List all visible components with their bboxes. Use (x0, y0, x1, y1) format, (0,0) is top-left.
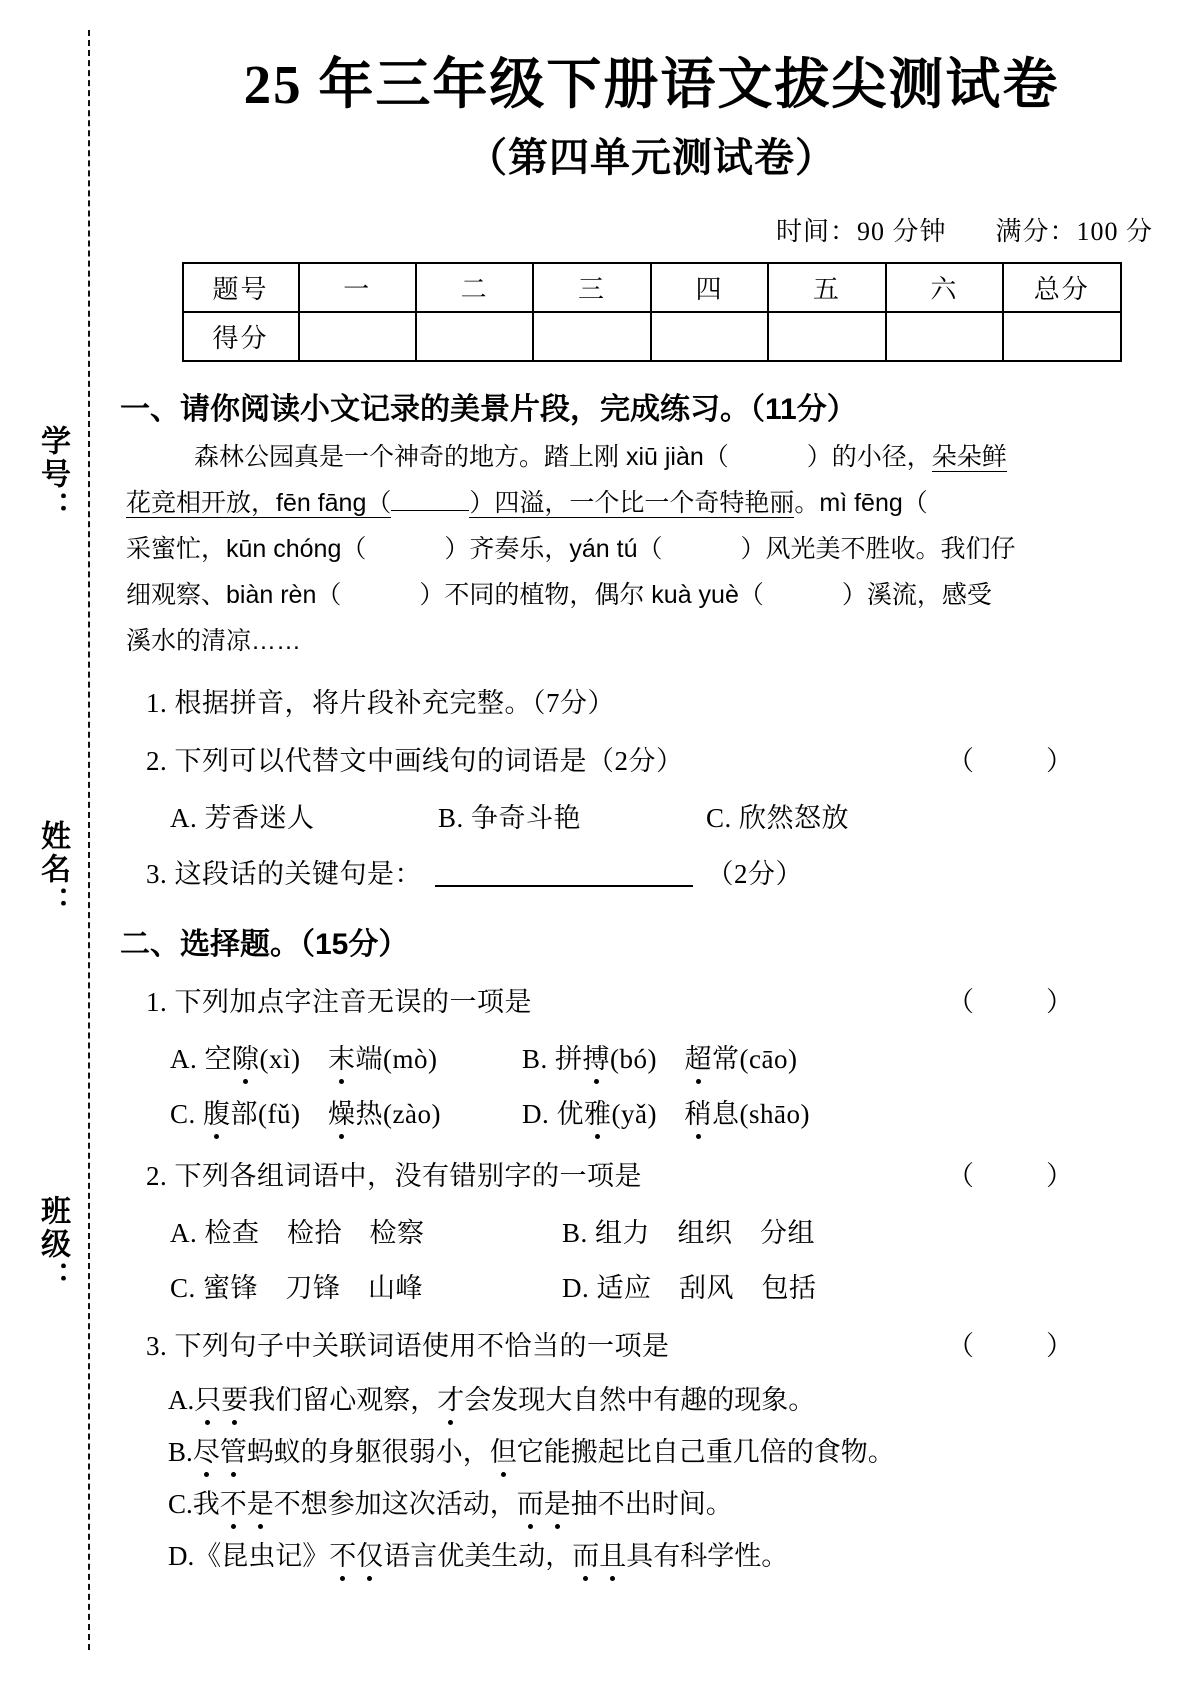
score-table-header-cell: 五 (768, 263, 885, 312)
emphasis-dot-char: 要 (221, 1384, 249, 1415)
emphasis-dot-char: 末 (328, 1037, 356, 1076)
emphasis-dot-char: 只 (194, 1384, 222, 1415)
sentence-option[interactable] (168, 1435, 1191, 1469)
sentence-text: 抽不出时间。 (570, 1488, 733, 1519)
score-table-row-label: 得分 (183, 312, 299, 361)
score-table-input-cell[interactable] (886, 312, 1003, 361)
emphasis-dot-char: 才 (437, 1384, 465, 1415)
passage-seg-5: ）齐奏乐，yán tú（ (444, 534, 663, 563)
passage-seg-4: 采蜜忙，kūn chóng（ (126, 534, 367, 563)
page-subtitle: （第四单元测试卷） (467, 134, 836, 180)
s1-q3-score: （2分） (706, 858, 803, 889)
emphasis-dot-char: 而 (572, 1540, 600, 1571)
word-char: 热 (355, 1098, 383, 1129)
page-title: 25 年三年级下册语文拔尖测试卷 (243, 54, 1060, 115)
sentence-text: 不想参加这次活动， (273, 1488, 517, 1519)
passage-seg-7: 细观察、biàn rèn（ (126, 580, 342, 609)
time-limit: 时间：90 分钟 (775, 216, 947, 246)
score-table (182, 262, 1122, 362)
option-label: B. (168, 1436, 193, 1467)
passage-seg-3: 。mì fēng（ (794, 488, 928, 517)
total-score: 满分：100 分 (995, 216, 1153, 246)
emphasis-dot-char: 仅 (356, 1540, 384, 1571)
sentence-option[interactable] (168, 1383, 1191, 1417)
option-label: D. (168, 1540, 195, 1571)
s1-q2-answer-bracket[interactable]: （ ） (947, 745, 1079, 776)
exam-meta (112, 211, 1191, 248)
option-label: B. (522, 1043, 556, 1074)
word-char: 拼 (555, 1043, 583, 1074)
s1-q2-number: 2. (146, 745, 168, 776)
word-group-option[interactable]: C. 蜜锋 刀锋 山峰 (170, 1272, 424, 1303)
reading-passage (126, 434, 1179, 664)
passage-seg-2: ）的小径， (806, 442, 932, 471)
score-table-row (183, 263, 1121, 312)
label-class: 班级： (36, 1195, 69, 1294)
option-label: D. (522, 1098, 557, 1129)
s1-q2-option-c[interactable]: C. 欣然怒放 (706, 802, 850, 833)
s1-question-3 (146, 855, 1191, 893)
s1-q2-option-a[interactable]: A. 芳香迷人 (170, 802, 315, 833)
sentence-text: 我 (192, 1488, 220, 1519)
sentence-option[interactable] (168, 1539, 1191, 1573)
emphasis-dot-char: 雅 (584, 1092, 612, 1131)
sentence-text: 蚂蚁的身躯很弱小， (246, 1436, 490, 1467)
emphasis-dot-char: 燥 (328, 1092, 356, 1131)
sentence-text: 我们留心观察， (248, 1384, 438, 1415)
score-table-input-cell[interactable] (416, 312, 533, 361)
option-label: A. (168, 1384, 195, 1415)
pinyin: (fǔ) (258, 1098, 301, 1129)
s1-question-2 (146, 742, 1191, 780)
option-label: A. (170, 1043, 205, 1074)
score-table-header-cell: 四 (651, 263, 768, 312)
word-char: 优 (556, 1098, 584, 1129)
score-table-header-cell: 六 (886, 263, 1003, 312)
s1-q2-text: 下列可以代替文中画线句的词语是（2分） (174, 745, 684, 776)
emphasis-dot-char: 但 (489, 1436, 517, 1467)
pinyin-option[interactable] (522, 1099, 810, 1129)
s1-q1-number: 1. (146, 687, 168, 718)
s1-q2-option-b[interactable]: B. 争奇斗艳 (438, 802, 582, 833)
option-row (170, 1266, 1191, 1305)
option-label: C. (170, 1098, 204, 1129)
sentence-text: 具有科学性。 (626, 1540, 789, 1571)
word-char: 端 (355, 1043, 383, 1074)
sentence-text: 语言优美生动， (383, 1540, 573, 1571)
emphasis-dot-char: 腹 (203, 1092, 231, 1131)
word-char: 部 (230, 1098, 259, 1129)
passage-seg-1: 森林公园真是一个神奇的地方。踏上刚 xiū jiàn（ (194, 442, 729, 471)
s2-q2-option-rows (112, 1211, 1191, 1305)
score-table-input-cell[interactable] (299, 312, 416, 361)
s2-q1-answer-bracket[interactable]: （ ） (947, 986, 1079, 1017)
pinyin: (cāo) (739, 1043, 798, 1074)
word-char: 空 (204, 1043, 232, 1074)
pinyin-option[interactable] (170, 1099, 441, 1129)
word-char: 常 (712, 1043, 740, 1074)
s2-q3-stem: 下列句子中关联词语使用不恰当的一项是 (174, 1330, 670, 1361)
emphasis-dot-char: 搏 (583, 1037, 611, 1076)
s2-q2-stem: 下列各组词语中，没有错别字的一项是 (174, 1160, 642, 1191)
score-table-input-cell[interactable] (768, 312, 885, 361)
emphasis-dot-char: 且 (599, 1540, 627, 1571)
score-table-input-cell[interactable] (651, 312, 768, 361)
word-char: 息 (711, 1098, 740, 1129)
emphasis-dot-char: 隙 (232, 1037, 260, 1076)
s2-q3-sentences (112, 1383, 1191, 1573)
score-table-row (183, 312, 1121, 361)
s1-q1-text: 根据拼音，将片段补充完整。（7分） (174, 687, 615, 718)
option-row (170, 1092, 1191, 1131)
s2-q2-number: 2. (146, 1160, 168, 1191)
s1-q3-number: 3. (146, 858, 168, 889)
score-table-header-cell: 总分 (1003, 263, 1120, 312)
s2-q2-answer-bracket[interactable]: （ ） (947, 1160, 1079, 1191)
label-student-number: 学号： (36, 425, 69, 524)
score-table-input-cell[interactable] (533, 312, 650, 361)
left-margin-strip (0, 0, 112, 1684)
pinyin: (mò) (382, 1043, 438, 1074)
emphasis-dot-char: 是 (543, 1488, 571, 1519)
s1-q3-answer-blank[interactable] (435, 885, 693, 887)
pinyin: (xì) (259, 1043, 301, 1074)
emphasis-dot-char: 是 (246, 1488, 274, 1519)
option-row (170, 1037, 1191, 1076)
s2-q3-number: 3. (146, 1330, 168, 1361)
section-two-heading: 二、选择题。（15分） (120, 927, 409, 961)
passage-underline-b: 花竞相开放，fēn fāng（ (126, 488, 392, 517)
emphasis-dot-char: 不 (219, 1488, 247, 1519)
option-label: C. (168, 1488, 193, 1519)
s1-question-1 (146, 684, 1191, 722)
passage-seg-10: 溪水的清凉…… (126, 626, 302, 655)
score-table-input-cell[interactable] (1003, 312, 1120, 361)
word-group-option[interactable]: D. 适应 刮风 包括 (562, 1272, 817, 1303)
pinyin-option[interactable] (170, 1044, 437, 1074)
s1-q3-text: 这段话的关键句是： (174, 858, 422, 889)
s2-question-1 (146, 983, 1191, 1021)
s2-q1-stem: 下列加点字注音无误的一项是 (174, 986, 532, 1017)
pinyin: (bó) (610, 1043, 657, 1074)
fold-dashed-line (88, 30, 90, 1650)
s2-q1-option-rows (112, 1037, 1191, 1131)
s2-q1-number: 1. (146, 986, 168, 1017)
s1-q2-options (170, 796, 1191, 835)
emphasis-dot-char: 超 (685, 1037, 713, 1076)
pinyin-option[interactable] (522, 1044, 797, 1074)
section-one-heading: 一、请你阅读小文记录的美景片段，完成练习。（11分） (120, 392, 857, 426)
score-table-header-cell: 三 (533, 263, 650, 312)
passage-seg-9: ）溪流，感受 (841, 580, 992, 609)
passage-underline-a: 朵朵鲜 (931, 442, 1007, 471)
sentence-option[interactable] (168, 1487, 1191, 1521)
emphasis-dot-char: 不 (329, 1540, 357, 1571)
word-group-option[interactable]: A. 检查 检拾 检察 (170, 1217, 425, 1248)
passage-underline-c: ）四溢，一个比一个奇特艳丽 (469, 488, 795, 517)
emphasis-dot-char: 而 (516, 1488, 544, 1519)
sentence-text: 它能搬起比自己重几倍的食物。 (516, 1436, 895, 1467)
score-table-header-cell: 二 (416, 263, 533, 312)
score-table-header-cell: 一 (299, 263, 416, 312)
passage-seg-6: ）风光美不胜收。我们仔 (740, 534, 1016, 563)
pinyin: (shāo) (739, 1098, 810, 1129)
s2-question-2 (146, 1157, 1191, 1195)
label-student-name: 姓名： (36, 820, 69, 919)
pinyin: (zào) (383, 1098, 441, 1129)
emphasis-dot-char: 稍 (684, 1092, 712, 1131)
word-group-option[interactable]: B. 组力 组织 分组 (562, 1217, 816, 1248)
exam-paper-body (112, 0, 1191, 1684)
pinyin: (yǎ) (611, 1098, 657, 1129)
s2-question-3 (146, 1327, 1191, 1365)
emphasis-dot-char: 管 (219, 1436, 247, 1467)
score-table-row-label: 题号 (183, 263, 299, 312)
emphasis-dot-char: 尽 (192, 1436, 220, 1467)
sentence-text: 会发现大自然中有趣的现象。 (464, 1384, 816, 1415)
s2-q3-answer-bracket[interactable]: （ ） (947, 1330, 1079, 1361)
option-row (170, 1211, 1191, 1250)
passage-seg-8: ）不同的植物，偶尔 kuà yuè（ (419, 580, 764, 609)
sentence-text: 《昆虫记》 (194, 1540, 330, 1571)
